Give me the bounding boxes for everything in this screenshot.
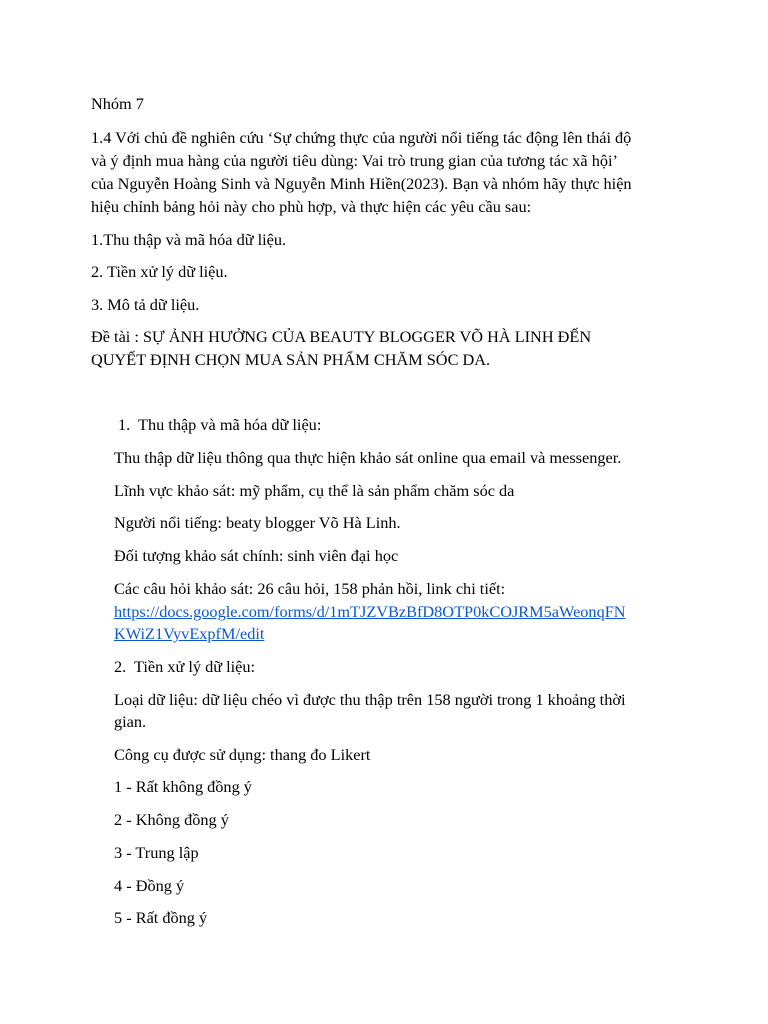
intro-line-3: của Nguyễn Hoàng Sinh và Nguyễn Minh Hiền(2023). Bạn và nhóm hãy thực hiện xyxy=(91,174,632,193)
task-3: 3. Mô tả dữ liệu. xyxy=(91,295,200,314)
task-1: 1.Thu thập và mã hóa dữ liệu. xyxy=(91,230,287,249)
likert-item-3: 3 - Trung lập xyxy=(114,843,199,862)
section-1-number: 1. xyxy=(118,415,131,434)
section-1-line-3: Người nổi tiếng: beaty blogger Võ Hà Linh. xyxy=(114,513,401,532)
data-type-line-1: Loại dữ liệu: dữ liệu chéo vì được thu thập trên 158 người trong 1 khoảng thời xyxy=(114,690,626,709)
data-type-line-2: gian. xyxy=(114,712,147,731)
section-1-line-4: Đối tượng khảo sát chính: sinh viên đại học xyxy=(114,546,399,565)
section-1-heading-text: Thu thập và mã hóa dữ liệu: xyxy=(138,415,322,434)
section-2-number: 2. xyxy=(114,657,127,676)
intro-line-1: 1.4 Với chủ đề nghiên cứu ‘Sự chứng thực của người nổi tiếng tác động lên thái độ xyxy=(91,128,632,147)
section-2-heading xyxy=(114,655,255,679)
section-1-heading xyxy=(118,413,321,437)
likert-item-2: 2 - Không đồng ý xyxy=(114,810,229,829)
tool-line: Công cụ được sử dụng: thang đo Likert xyxy=(114,745,371,764)
topic-line-2: QUYẾT ĐỊNH CHỌN MUA SẢN PHẨM CHĂM SÓC DA. xyxy=(91,350,491,369)
intro-line-4: hiệu chỉnh bảng hỏi này cho phù hợp, và thực hiện các yêu cầu sau: xyxy=(91,197,532,216)
section-1-line-5: Các câu hỏi khảo sát: 26 câu hỏi, 158 phản hồi, link chi tiết: xyxy=(114,579,506,598)
group-title: Nhóm 7 xyxy=(91,94,144,113)
likert-item-5: 5 - Rất đồng ý xyxy=(114,908,208,927)
likert-item-1: 1 - Rất không đồng ý xyxy=(114,777,252,796)
topic-line-1: Đề tài : SỰ ẢNH HƯỞNG CỦA BEAUTY BLOGGER VÕ HÀ LINH ĐẾN xyxy=(91,327,592,346)
section-1-line-1: Thu thập dữ liệu thông qua thực hiện khảo sát online qua email và messenger. xyxy=(114,448,622,467)
intro-line-2: và ý định mua hàng của người tiêu dùng: Vai trò trung gian của tương tác xã hội’ xyxy=(91,151,618,170)
survey-link-line-2[interactable]: KWiZ1VyvExpfM/edit xyxy=(114,624,265,643)
likert-item-4: 4 - Đồng ý xyxy=(114,876,185,895)
section-2-heading-text: Tiền xử lý dữ liệu: xyxy=(134,657,256,676)
task-2: 2. Tiền xử lý dữ liệu. xyxy=(91,262,228,281)
survey-link-line-1[interactable]: https://docs.google.com/forms/d/1mTJZVBzBfD8OTP0kCOJRM5aWeonqFN xyxy=(114,602,626,621)
section-1-line-2: Lĩnh vực khảo sát: mỹ phẩm, cụ thể là sản phẩm chăm sóc da xyxy=(114,481,515,500)
